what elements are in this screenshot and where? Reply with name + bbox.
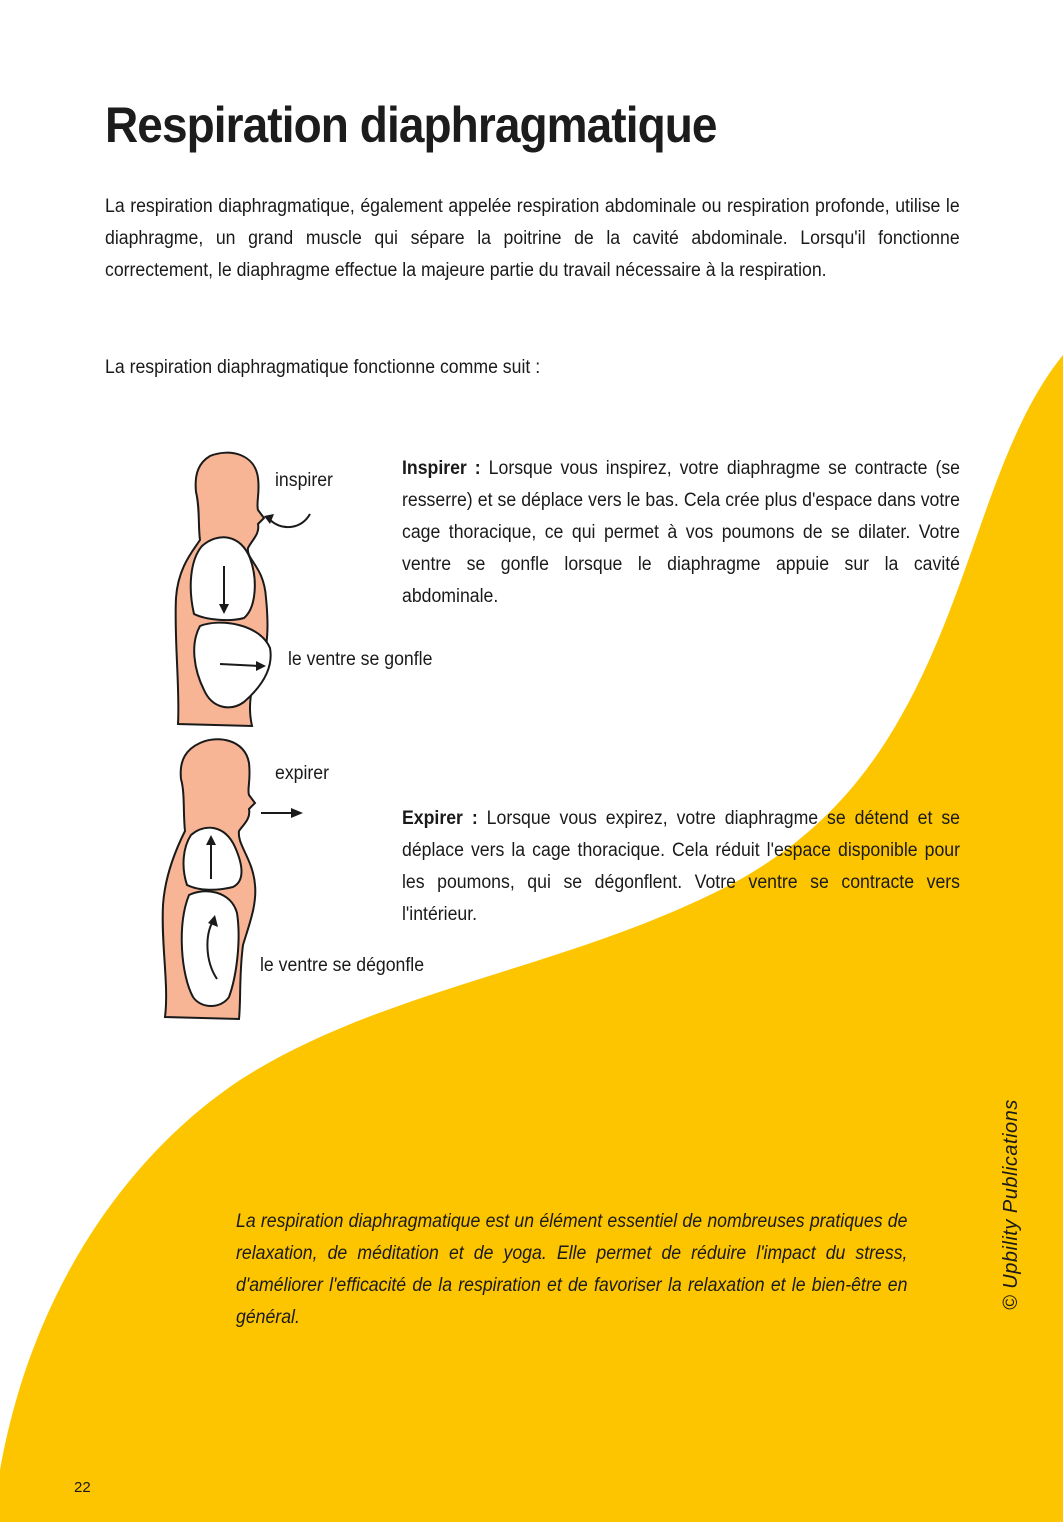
copyright-notice: © Upbility Publications [1000, 1099, 1022, 1310]
exhale-bottom-label: le ventre se dégonfle [260, 955, 425, 976]
page-number: 22 [74, 1479, 91, 1496]
intro-paragraph: La respiration diaphragmatique, également appelée respiration abdominale ou respiration profonde, utilise le diaphragme, un grand muscle qui sépare la poitrine de la cavité abdominale. Lorsqu'il fonctionne correctement, le diaphragme effectue la majeure partie du travail nécessaire à la respiration. [105, 196, 960, 281]
inhale-description [402, 453, 960, 613]
exhale-text: Lorsque vous expirez, votre diaphragme se détend et se déplace vers la cage thoracique. Cela réduit l'espace disponible pour les poumons, qui se dégonflent. Votre ventre se contracte vers l'intérieur. [402, 808, 960, 925]
lead-in-text: La respiration diaphragmatique fonctionne comme suit : [105, 357, 541, 378]
inhale-text: Lorsque vous inspirez, votre diaphragme se contracte (se resserre) et se déplace vers le bas. Cela crée plus d'espace dans votre cage thoracique, ce qui permet à vos poumons de se dilater. Votre ventre se gonfle lorsque le diaphragme appuie sur la cavité abdominale. [402, 458, 960, 607]
inhale-top-label: inspirer [275, 470, 333, 491]
exhale-term: Expirer : [402, 808, 478, 829]
inhale-air-arrow-icon [270, 514, 310, 527]
inhale-term: Inspirer : [402, 458, 481, 479]
page-title: Respiration diaphragmatique [105, 97, 717, 153]
exhale-description [402, 803, 960, 931]
inhale-bottom-label: le ventre se gonfle [288, 649, 433, 670]
exhale-belly-cavity [182, 891, 239, 1006]
closing-quote: La respiration diaphragmatique est un élément essentiel de nombreuses pratiques de relaxation, de méditation et de yoga. Elle permet de réduire l'impact du stress, d'améliorer l'efficacité de la respiration et de favoriser la relaxation et le bien-être en général. [236, 1211, 908, 1328]
exhale-top-label: expirer [275, 763, 330, 784]
